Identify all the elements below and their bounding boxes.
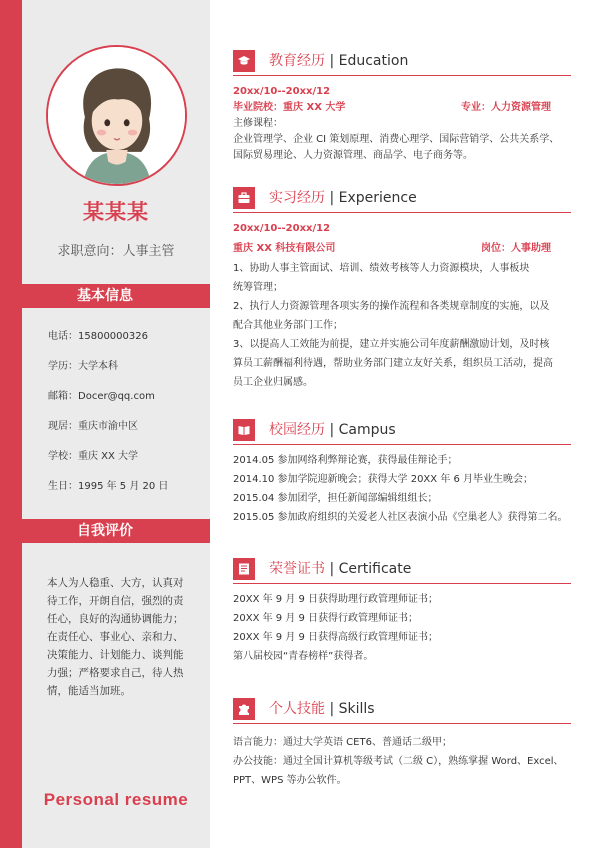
internship-line: 1、协助人事主管面试、培训、绩效考核等人力资源模块，人事板块	[233, 263, 530, 274]
internship-position: 岗位：人事助理	[481, 243, 551, 254]
campus-title-cn: 校园经历	[269, 422, 325, 438]
basic-info-list	[48, 322, 208, 502]
internship-line: 算员工薪酬福利待遇，帮助业务部门建立友好关系，组织员工活动，提高	[233, 358, 553, 369]
skills-title	[269, 698, 375, 720]
education-title-cn: 教育经历	[269, 53, 325, 69]
job-intent: 求职意向：人事主管	[57, 244, 175, 259]
campus-title	[269, 419, 396, 441]
eval-line: 力强；严格要求自己，待人热	[47, 667, 184, 679]
certificate-header	[233, 558, 571, 584]
skills-section	[233, 698, 571, 790]
info-education: 学历：大学本科	[48, 361, 118, 372]
skills-item: 办公技能：通过全国计算机等级考试（二级 C），熟练掌握 Word、Excel、	[233, 756, 564, 767]
info-birthday: 生日：1995 年 5 月 20 日	[48, 481, 169, 492]
internship-title	[269, 187, 417, 209]
internship-date: 20xx/10--20xx/12	[233, 223, 331, 234]
skills-item: PPT、WPS 等办公软件。	[233, 775, 347, 786]
campus-section	[233, 419, 571, 527]
campus-title-en: | Campus	[329, 422, 396, 438]
certificate-section	[233, 558, 571, 666]
education-section	[233, 50, 571, 164]
education-header	[233, 50, 571, 76]
certificate-item: 第八届校园“青春榜样”获得者。	[233, 651, 374, 662]
info-residence: 现居：重庆市渝中区	[48, 421, 138, 432]
certificate-item: 20XX 年 9 月 9 日获得行政管理师证书；	[233, 613, 419, 624]
certificate-title	[269, 558, 411, 580]
education-title-en: | Education	[329, 53, 409, 69]
basic-info-heading: 基本信息	[0, 284, 210, 308]
certificate-title-cn: 荣誉证书	[269, 561, 325, 577]
info-school: 学校：重庆 XX 大学	[48, 451, 139, 462]
left-accent-strip	[0, 0, 22, 848]
internship-title-cn: 实习经历	[269, 190, 325, 206]
skills-title-cn: 个人技能	[269, 701, 325, 717]
education-school-row	[233, 100, 551, 116]
personal-resume-footer: Personal resume	[43, 790, 189, 809]
campus-item: 2014.10 参加学院迎新晚会；获得大学 20XX 年 6 月毕业生晚会；	[233, 474, 534, 485]
eval-line: 决策能力、计划能力、谈判能	[47, 649, 184, 661]
internship-line: 员工企业归属感。	[233, 377, 313, 388]
avatar-illustration	[48, 47, 185, 184]
internship-company: 重庆 XX 科技有限公司	[233, 243, 336, 254]
internship-section	[233, 187, 571, 392]
certificate-item: 20XX 年 9 月 9 日获得高级行政管理师证书；	[233, 632, 439, 643]
courses-line: 国际贸易理论、人力资源管理、商品学、电子商务等。	[233, 150, 473, 161]
internship-title-en: | Experience	[329, 190, 417, 206]
info-email: 邮箱：Docer@qq.com	[48, 391, 155, 402]
education-major: 专业：人力资源管理	[461, 102, 551, 113]
education-school: 毕业院校：重庆 XX 大学	[233, 102, 346, 113]
eval-line: 情，能适当加班。	[47, 685, 131, 697]
certificate-title-en: | Certificate	[329, 561, 412, 577]
skills-header	[233, 698, 571, 724]
campus-item: 2014.05 参加网络利弊辩论赛，获得最佳辩论手；	[233, 455, 458, 466]
certificate-item: 20XX 年 9 月 9 日获得助理行政管理师证书；	[233, 594, 439, 605]
education-date: 20xx/10--20xx/12	[233, 86, 331, 97]
campus-item: 2015.05 参加政府组织的关爱老人社区表演小品《空巢老人》获得第二名。	[233, 512, 568, 523]
campus-item: 2015.04 参加团学，担任新闻部编辑组组长；	[233, 493, 438, 504]
self-evaluation-text	[47, 574, 189, 700]
puzzle-icon	[233, 698, 255, 720]
self-evaluation-heading: 自我评价	[0, 519, 210, 543]
courses-label: 主修课程：	[233, 118, 283, 129]
internship-line: 2、执行人力资源管理各项实务的操作流程和各类规章制度的实施，以及	[233, 301, 550, 312]
internship-header	[233, 187, 571, 213]
eval-line: 本人为人稳重、大方，认真对	[47, 577, 184, 589]
internship-company-row	[233, 241, 551, 257]
eval-line: 在责任心、事业心、亲和力、	[47, 631, 184, 643]
book-icon	[233, 419, 255, 441]
candidate-name: 某某某	[83, 200, 149, 224]
avatar	[46, 45, 187, 186]
briefcase-icon	[233, 187, 255, 209]
eval-line: 任心，良好的沟通协调能力；	[47, 613, 184, 625]
graduation-cap-icon	[233, 50, 255, 72]
skills-title-en: | Skills	[329, 701, 375, 717]
eval-line: 待工作，开朗自信，强烈的责	[47, 595, 184, 607]
internship-line: 配合其他业务部门工作；	[233, 320, 343, 331]
campus-header	[233, 419, 571, 445]
internship-line: 3、以提高人工效能为前提，建立并实施公司年度薪酬激励计划，及时核	[233, 339, 550, 350]
certificate-icon	[233, 558, 255, 580]
education-title	[269, 50, 408, 72]
info-phone: 电话：15800000326	[48, 331, 148, 342]
internship-line: 统筹管理；	[233, 282, 283, 293]
courses-line: 企业管理学、企业 CI 策划原理、消费心理学、国际营销学、公共关系学、	[233, 134, 560, 145]
skills-item: 语言能力：通过大学英语 CET6、普通话二级甲；	[233, 737, 452, 748]
